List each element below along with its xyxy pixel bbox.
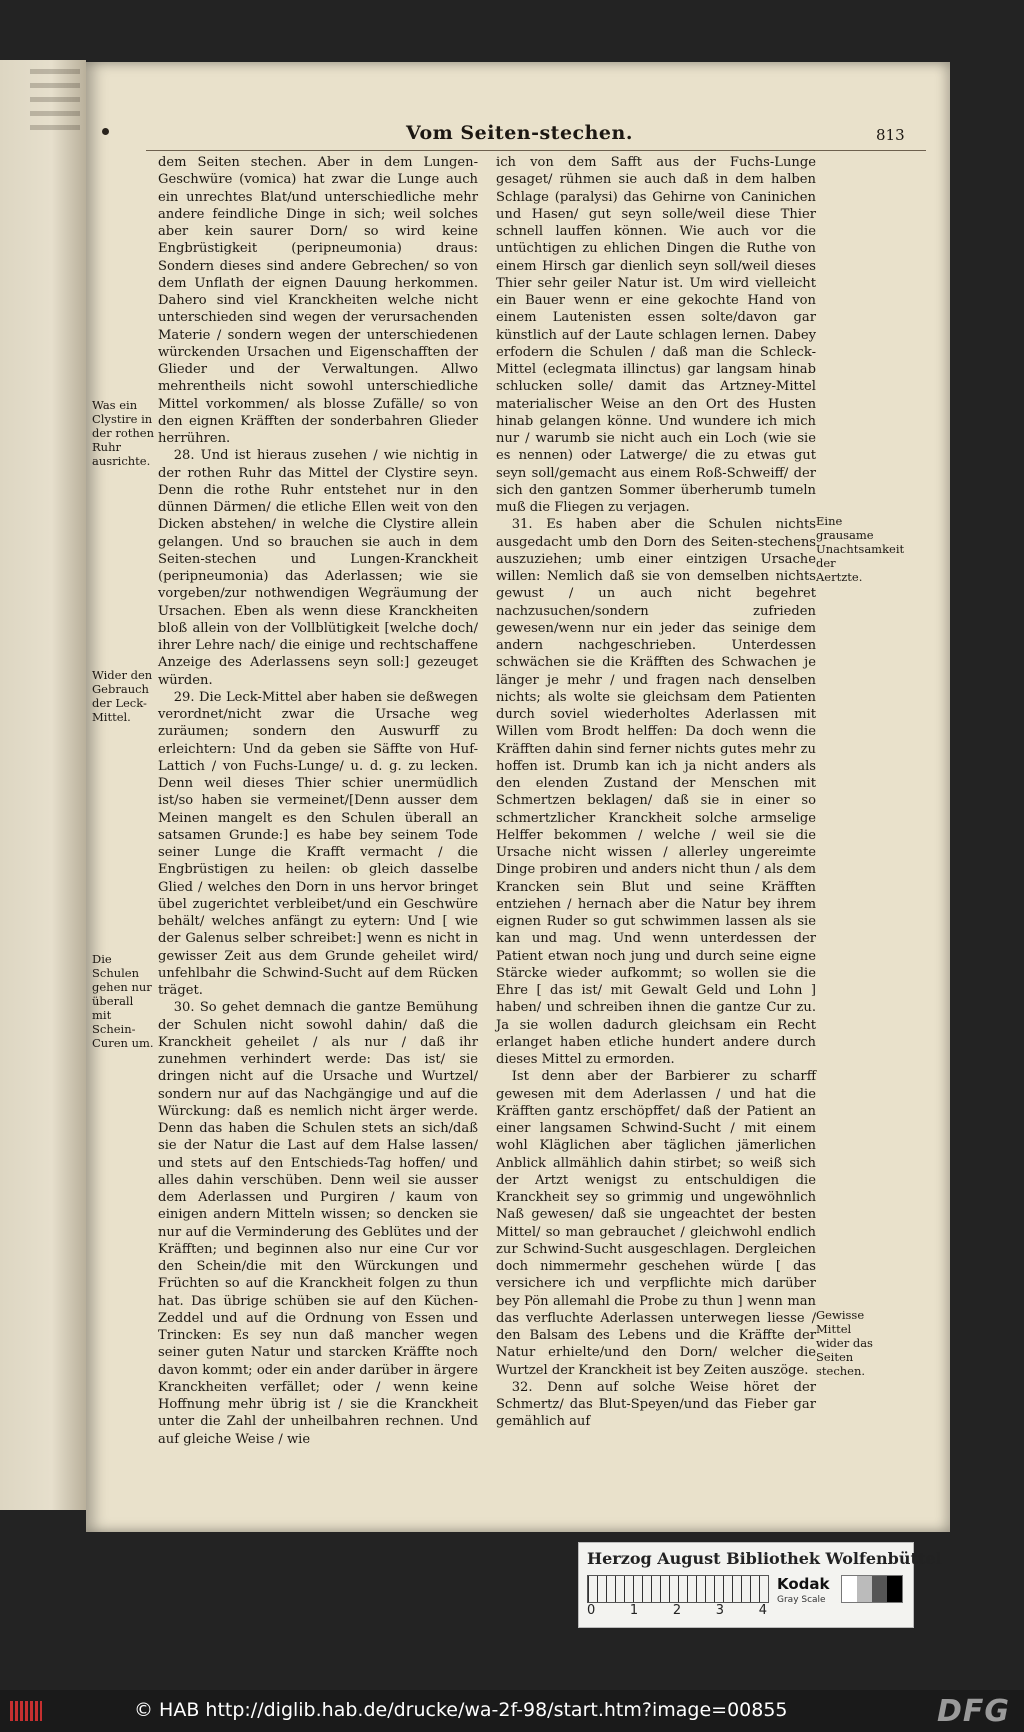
- page-number: 813: [876, 126, 905, 144]
- paragraph: Ist denn aber der Barbierer zu scharff gewesen mit dem Aderlassen / und hat die Kräfften gantz erschöpffet/ daß der Patient an einer langsamen Schwind-Sucht / mit einem wohl Kläglichen aber täglichen jämerlichen Anblick allmählich dahin stirbet; so weiß sich der Artzt wenigst zu entschuldigen die Kranckheit sey so grimmig und ungewöhnlich Naß gewesen/ daß sie ungeachtet der besten Mittel/ so man gebrauchet / gleichwohl endlich zur Schwind-Sucht ausgeschlagen. Dergleichen doch nimmermehr geschehen würde [ das versichere ich und verpflichte mich darüber bey Pön allemahl die Probe zu thun ] wenn man das verfluchte Aderlassen unterwegen liesse / den Balsam des Lebens und die Kräffte der Natur erhielte/und den Dorn/ welcher die Wurtzel der Kranckheit ist bey Zeiten auszöge.: [496, 1069, 816, 1378]
- library-name: Herzog August Bibliothek Wolfenbüttel: [587, 1549, 942, 1568]
- page-dot: [102, 128, 109, 135]
- gray-scale-label: Gray Scale: [777, 1595, 826, 1605]
- paragraph: 29. Die Leck-Mittel aber haben sie deßwegen verordnet/nicht zwar die Ursache weg zuräumen; sondern den Auswurff zu erleichtern: Und da geben sie Säffte von Huf-Lattich / von Fuchs-Lunge/ u. d. g. zu lecken. Denn weil dieses Thier schier unermüdlich ist/so haben sie vermeinet/[Denn ausser dem Meinen mangelt es den Schulen überall an satsamen Grunde:] es habe bey seinem Tode seiner Lunge die Krafft vermacht / die Engbrüstigen zu heilen: ob gleich dasselbe Glied / welches den Dorn in uns hervor bringet übel zugerichtet verbleibet/und ein Geschwüre behält/ welches anfängt zu eytern: Und [ wie der Galenus selber schreibet:] wenn es nicht in gewisser Zeit aus dem Grunde geheilet wird/ unfehlbahr die Schwind-Sucht auf dem Rücken träget.: [158, 689, 478, 998]
- library-color-card: [578, 1542, 942, 1628]
- paragraph: 28. Und ist hieraus zusehen / wie nichtig in der rothen Ruhr das Mittel der Clystire seyn. Denn die rothe Ruhr entstehet nur in den dünnen Därmen/ die etliche Ellen weit von den Dicken abstehen/ in welche die Clystire allein gelangen. Und so brauchen sie auch in dem Seiten-stechen und Lungen-Kranckheit (peripneumonia) das Aderlassen; wie sie vorgeben/zur nothwendigen Wegräumung der Ursachen. Eben als wenn diese Kranckheiten bloß allein von der Vollblütigkeit [welche doch/ ihrer Lehre nach/ die einige und rechtschaffene Anzeige des Aderlassens seyn soll:] gezeuget würden.: [158, 448, 478, 688]
- marginal-note: Was ein Clystire in der rothen Ruhr ausrichte.: [92, 398, 154, 468]
- book-page: [86, 62, 950, 1532]
- dfg-logo: DFG: [936, 1694, 1010, 1729]
- marginal-note: Die Schulen gehen nur überall mit Schein-Curen um.: [92, 952, 154, 1050]
- footer-bar: [0, 1690, 1024, 1732]
- paragraph: 32. Denn auf solche Weise höret der Schmertz/ das Blut-Speyen/und das Fieber gar gemählich auf: [496, 1379, 816, 1430]
- gray-scale-patch: [841, 1575, 903, 1603]
- running-head: Vom Seiten-stechen.: [406, 122, 633, 144]
- hab-logo-icon: [10, 1701, 42, 1721]
- footer-credit-link[interactable]: © HAB http://diglib.hab.de/drucke/wa-2f-98/start.htm?image=00855: [134, 1699, 788, 1721]
- paragraph: ich von dem Safft aus der Fuchs-Lunge gesaget/ rühmen sie auch daß in dem halben Schlage (paralysi) das Gehirne von Caninichen und Hasen/ gut seyn solle/weil diese Thier schnell lauffen können. Wie auch vor die untüchtigen zu ehlichen Dingen die Ruthe von einem Hirsch gar dienlich seyn soll/weil dieses Thier sehr geiler Natur ist. Um wird vielleicht ein Bauer wenn er eine gekochte Hand von einem Lautenisten essen solte/davon gar künstlich auf der Laute schlagen lernen. Dabey erfodern die Schulen / daß man die Schleck-Mittel (eclegmata illinctus) gar langsam hinab schlucken solle/ damit das Artzney-Mittel materialischer Weise an den Ort des Husten hinab gelangen könne. Und wundere ich mich nur / warumb sie nicht auch ein Loch (wie sie es nennen) oder Latwerge/ die zu etwas gut seyn soll/gemacht aus einem Roß-Schweiff/ der sich den gantzen Sommer überherumb tumeln muß die Fliegen zu verjagen.: [496, 155, 816, 515]
- scale-labels: 0 1 2 3 4: [587, 1603, 767, 1618]
- marginal-note: Gewisse Mittel wider das Seiten stechen.: [816, 1308, 873, 1378]
- kodak-label: Kodak: [777, 1575, 830, 1593]
- paragraph: 30. So gehet demnach die gantze Bemühung der Schulen nicht sowohl dahin/ daß die Kranckheit geheilet / als nur / daß ihr zunehmen verhindert werde: Das ist/ sie dringen nicht auf die Ursache und Wurtzel/ sondern nur auf das Nachgängige und auf die Würckung: daß es nemlich nicht ärger werde. Denn das haben die Schulen stets an sich/daß sie der Natur die Last auf dem Halse lassen/ und stets auf den Entschieds-Tag hoffen/ und alles dahin verschüben. Denn weil sie ausser dem Aderlassen und Purgiren / kaum von einigen andern Mitteln wissen; so dencken sie nur auf die Verminderung des Geblütes und der Kräfften; und beginnen also nur eine Cur vor den Schein/die mit den Würckungen und Früchten so auf die Kranckheit folgen zu thun hat. Das übrige schüben sie auf den Küchen-Zeddel und auf die Ordnung von Essen und Trincken: Es sey nun daß mancher wegen seiner guten Natur und starcken Kräffte noch davon kommt; oder ein ander darüber in ärgere Kranckheiten verfället; oder / wenn keine Hoffnung mehr übrig ist / sie die Kranckheit unter die Zahl der unheilbahren rechnen. Und auf gleiche Weise / wie: [158, 1000, 478, 1447]
- paragraph: dem Seiten stechen. Aber in dem Lungen-Geschwüre (vomica) hat zwar die Lunge auch ein unrechtes Blat/und unterschiedliche mehr andere feindliche Dinge in sich; weil solches aber kein saurer Dorn/ so wird keine Engbrüstigkeit (peripneumonia) draus: Sondern dieses sind andere Gebrechen/ so von dem Unflath der eignen Dauung herkommen. Dahero sind viel Kranckheiten welche nicht unterschieden sind wegen der verursachenden Materie / sondern wegen der unterschiedenen würckenden Ursachen und Eigenschafften der Glieder und der Verwaltungen. Allwo mehrentheils nicht sowohl unterschiedliche Mittel vorkommen/ als blosse Zufälle/ so von den eignen Kräfften der sonderbahren Glieder herrühren.: [158, 155, 478, 446]
- marginal-note: Eine grausame Unachtsamkeit der Aertzte.: [816, 514, 905, 584]
- marginal-note: Wider den Gebrauch der Leck-Mittel.: [92, 668, 153, 724]
- header-rule: [146, 150, 926, 151]
- scale-ruler: [587, 1575, 769, 1603]
- left-text-column: [158, 154, 478, 1448]
- paragraph: 31. Es haben aber die Schulen nichts ausgedacht umb den Dorn des Seiten-stechens auszuziehen; umb einer eintzigen Ursache willen: Nemlich daß sie von demselben nichts gewust / un auch nicht begehret nachzusuchen/sondern zufrieden gewesen/wenn nur ein jeder das seinige dem andern nachgeschrieben. Unterdessen schwächen sie die Kräfften des Schwachen je länger je mehr / und fragen nach denselben nichts; als wolte sie gleichsam dem Patienten durch soviel wiederholtes Aderlassen mit Willen vom Brodt helffen: Da doch wenn die Kräfften dahin sind ferner nichts gutes mehr zu hoffen ist. Drumb kan ich ja nicht anders als den elenden Zustand der Menschen mit Schmertzen beklagen/ daß sie in einer so schmertzlicher Kranckheit solche armselige Helffer bekommen / welche / weil sie die Ursache nicht wissen / allerley ungereimte Dinge probiren und anders nicht thun / als dem Krancken sein Blut und seine Kräfften entziehen / hernach aber die Natur bey ihrem eignen Ruder so gut schwimmen lassen als sie kan und mag. Und wenn unterdessen der Patient etwan noch jung und durch seine eigne Stärcke wieder aufkommt; so wollen sie die Ehre [ das ist/ mit Gewalt Geld und Lohn ] haben/ und schreiben ihnen die gantze Cur zu. Ja sie wollen dadurch gleichsam ein Recht erlanget haben etliche hundert andere durch dieses Mittel zu ermorden.: [496, 517, 816, 1067]
- right-text-column: [496, 154, 816, 1431]
- facing-page-edge: [0, 60, 86, 1510]
